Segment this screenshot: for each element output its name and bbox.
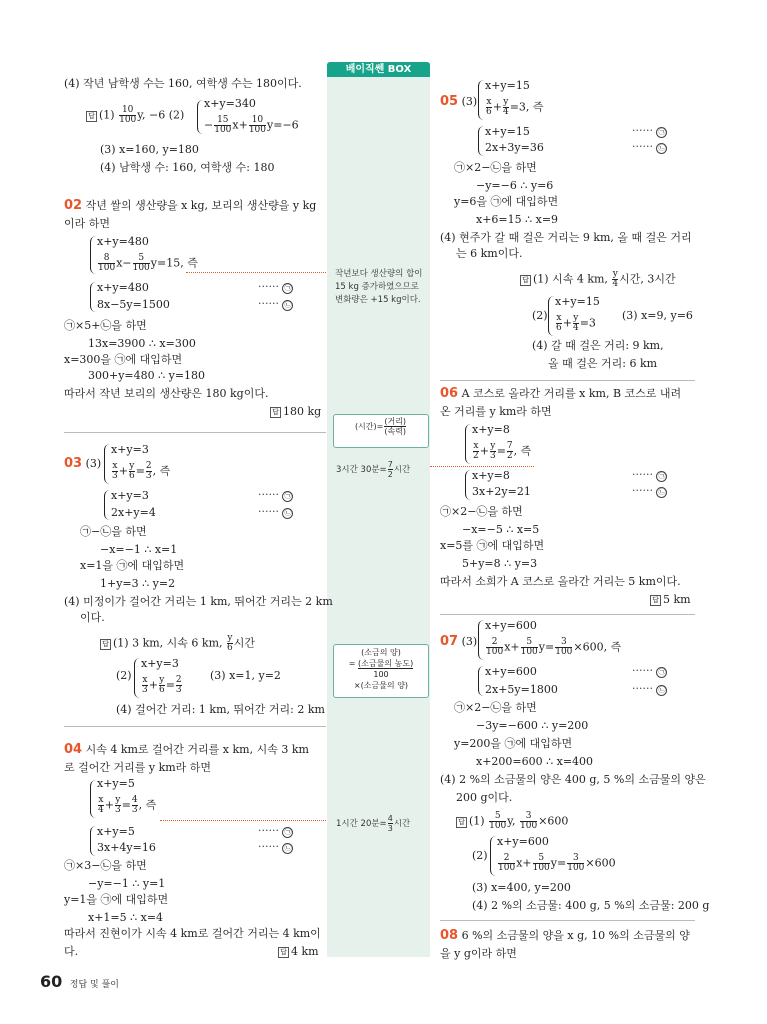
divider xyxy=(64,432,326,433)
text-line: (4) 2 %의 소금물: 400 g, 5 %의 소금물: 200 g xyxy=(472,899,710,912)
brace xyxy=(104,444,110,484)
problem-number: 06 xyxy=(440,386,459,401)
text-line: 이라 하면 xyxy=(64,217,111,230)
text-line: (4) 걸어간 거리: 1 km, 뛰어간 거리: 2 km xyxy=(116,703,325,716)
text-line: x=5를 ㉠에 대입하면 xyxy=(440,539,545,552)
text-line: ㉠×2−㉡을 하면 xyxy=(454,701,537,714)
answer-icon: 답 xyxy=(456,817,467,828)
text-line: −3y=−600 ∴ y=200 xyxy=(476,719,589,732)
footer-label: 정답 및 풀이 xyxy=(69,980,119,990)
answer-line: 답 4 km xyxy=(278,944,319,960)
brace xyxy=(548,296,554,336)
circled-mark: ㉠ xyxy=(658,668,666,676)
text-line: (3) x=160, y=180 xyxy=(100,143,199,156)
text-line: x=1을 ㉠에 대입하면 xyxy=(80,559,185,572)
problem-number: 03 xyxy=(64,456,83,471)
brace xyxy=(104,490,110,520)
formula-box-speed: (시간)= $\frac{\text{(거리)}}{\text{(속력)}}$ xyxy=(333,414,429,448)
equation: x+y=600 xyxy=(497,835,549,848)
answer-icon: 답 xyxy=(520,275,531,286)
equation: x+y=5 xyxy=(97,777,135,790)
text-line: 온 거리를 y km라 하면 xyxy=(440,405,552,418)
equation: $\frac{2}{100}$ x+ $\frac{5}{100}$ y= $\frac{3}{100}$ ×600, 즉 xyxy=(486,637,622,657)
text-line: 13x=3900 ∴ x=300 xyxy=(88,337,196,350)
brace xyxy=(90,826,96,856)
text-line: 따라서 소희가 A 코스로 올라간 거리는 5 km이다. xyxy=(440,575,681,588)
text-line: 1+y=3 ∴ y=2 xyxy=(100,577,176,590)
text-line: −x=−1 ∴ x=1 xyxy=(100,543,178,556)
brace xyxy=(478,666,484,696)
brace xyxy=(197,100,203,134)
brace xyxy=(478,126,484,156)
answer-icon: 답 xyxy=(278,947,289,958)
equation: $\frac{x}{6}$ + $\frac{y}{4}$ =3 xyxy=(556,313,596,333)
page-footer xyxy=(40,972,119,991)
equation: x+y=3 xyxy=(111,489,149,502)
problem-06-header: 06 A 코스로 올라간 거리를 x km, B 코스로 내려 xyxy=(440,386,682,401)
problem-03-header: 03 (3) xyxy=(64,456,102,471)
divider xyxy=(440,920,695,921)
text-line: (4) 작년 남학생 수는 160, 여학생 수는 180이다. xyxy=(64,77,302,90)
text-line: x=300을 ㉠에 대입하면 xyxy=(64,353,183,366)
equation: x+y=480 xyxy=(97,281,149,294)
text-line: 을 y g이라 하면 xyxy=(440,947,517,960)
brace xyxy=(478,620,484,660)
equation: x+y=15 xyxy=(555,295,600,308)
circled-mark: ㉡ xyxy=(284,509,292,517)
answer-icon: 답 xyxy=(650,595,661,606)
side-note: 1시간 20분= $\frac{4}{3}$ 시간 xyxy=(336,814,411,833)
text-line: (2) xyxy=(532,309,548,322)
text-line: (4) 2 %의 소금물의 양은 400 g, 5 %의 소금물의 양은 xyxy=(440,773,706,786)
text-line: 이다. xyxy=(80,611,105,624)
equation: x+y=480 xyxy=(97,235,149,248)
brace xyxy=(134,658,140,698)
divider xyxy=(440,380,695,381)
equation: $\frac{8}{100}$ x− $\frac{5}{100}$ y=15, 즉 xyxy=(98,253,198,273)
brace xyxy=(490,836,496,876)
text-line: ㉠×2−㉡을 하면 xyxy=(454,161,537,174)
leader-line xyxy=(430,466,534,467)
circled-mark: ㉡ xyxy=(658,144,666,152)
answer-line: 답 (1) 시속 4 km, $\frac{y}{4}$ 시간, 3시간 xyxy=(520,270,676,289)
brace xyxy=(90,780,96,818)
equation: 2x+y=4 xyxy=(111,506,156,519)
text-line: (3) x=400, y=200 xyxy=(472,881,571,894)
equation: − $\frac{15}{100}$ x+ $\frac{10}{100}$ y=−6 xyxy=(204,115,299,135)
answer-icon: 답 xyxy=(100,639,111,650)
equation: x+y=15 xyxy=(485,125,530,138)
text-line: x+200=600 ∴ x=400 xyxy=(476,755,594,768)
text-line: 따라서 작년 보리의 생산량은 180 kg이다. xyxy=(64,387,269,400)
problem-number: 02 xyxy=(64,198,83,213)
text-line: (2) xyxy=(472,849,488,862)
text-line: −x=−5 ∴ x=5 xyxy=(462,523,540,536)
divider xyxy=(64,726,326,727)
text-line: 올 때 걸은 거리: 6 km xyxy=(548,357,658,370)
side-note: 작년보다 생산량의 합이 15 kg 증가하였으므로 변화량은 +15 kg이다. xyxy=(335,269,423,305)
text-line: −y=−1 ∴ y=1 xyxy=(88,877,166,890)
page-number: 60 xyxy=(40,972,63,991)
equation: 2x+3y=36 xyxy=(485,141,544,154)
text-line: (3) x=9, y=6 xyxy=(622,309,693,322)
problem-05-header: 05 (3) xyxy=(440,94,478,109)
circled-mark: ㉡ xyxy=(658,686,666,694)
text-line: ㉠×3−㉡을 하면 xyxy=(64,859,147,872)
equation: 3x+4y=16 xyxy=(97,841,156,854)
equation: x+y=5 xyxy=(97,825,135,838)
problem-number: 05 xyxy=(440,94,459,109)
brace xyxy=(465,470,471,500)
text-line: 는 6 km이다. xyxy=(456,247,523,260)
text-line: ㉠×2−㉡을 하면 xyxy=(440,505,523,518)
text-line: 200 g이다. xyxy=(456,791,513,804)
equation: x+y=600 xyxy=(485,619,537,632)
equation: $\frac{x}{3}$ + $\frac{y}{6}$ = $\frac{2}{3}$ , 즉 xyxy=(112,461,171,481)
leader-line xyxy=(186,272,326,273)
circled-mark: ㉠ xyxy=(658,472,666,480)
answer-line: 답 5 km xyxy=(650,592,691,608)
side-note: 3시간 30분= $\frac{7}{2}$ 시간 xyxy=(336,460,411,479)
brace xyxy=(90,236,96,274)
answer-icon: 답 xyxy=(86,111,97,122)
text-line: (4) 현주가 갈 때 걸은 거리는 9 km, 올 때 걸은 거리 xyxy=(440,231,692,244)
equation: $\frac{x}{2}$ + $\frac{y}{3}$ = $\frac{7}{2}$ , 즉 xyxy=(473,441,532,461)
text-line: 로 걸어간 거리를 y km라 하면 xyxy=(64,761,212,774)
equation: x+y=3 xyxy=(111,443,149,456)
brace xyxy=(90,282,96,312)
text-line: y=200을 ㉠에 대입하면 xyxy=(454,737,573,750)
answer-line: 답 (1) $\frac{5}{100}$ y, $\frac{3}{100}$ ×600 xyxy=(456,812,568,831)
text-line: 따라서 진현이가 시속 4 km로 걸어간 거리는 4 km이 xyxy=(64,927,321,940)
equation: x+y=15 xyxy=(485,79,530,92)
equation: x+y=600 xyxy=(485,665,537,678)
circled-mark: ㉠ xyxy=(658,128,666,136)
problem-04-header: 04 시속 4 km로 걸어간 거리를 x km, 시속 3 km xyxy=(64,742,309,757)
brace xyxy=(465,424,471,464)
brace xyxy=(478,80,484,120)
equation: x+y=340 xyxy=(204,97,256,110)
text-line: 5+y=8 ∴ y=3 xyxy=(462,557,538,570)
equation: 3x+2y=21 xyxy=(472,485,531,498)
answer-line: 답 180 kg xyxy=(270,404,321,420)
text-line: x+6=15 ∴ x=9 xyxy=(476,213,559,226)
equation: $\frac{x}{6}$ + $\frac{y}{4}$ =3, 즉 xyxy=(486,97,544,117)
answer-line: 답 (1) 3 km, 시속 6 km, $\frac{y}{6}$ 시간 xyxy=(100,634,255,653)
problem-07-header: 07 (3) xyxy=(440,634,478,649)
text-line: 다. xyxy=(64,945,79,958)
leader-line xyxy=(160,820,326,821)
text-line: (4) 미정이가 걸어간 거리는 1 km, 뛰어간 거리는 2 km xyxy=(64,595,333,608)
equation: $\frac{2}{100}$ x+ $\frac{5}{100}$ y= $\frac{3}{100}$ ×600 xyxy=(498,853,616,873)
equation: x+y=8 xyxy=(472,469,510,482)
problem-number: 04 xyxy=(64,742,83,757)
text-line: (2) xyxy=(116,669,132,682)
text-line: (4) 갈 때 걸은 거리: 9 km, xyxy=(532,339,664,352)
circled-mark: ㉡ xyxy=(284,301,292,309)
text-line: −y=−6 ∴ y=6 xyxy=(476,179,554,192)
text-line: y=6을 ㉠에 대입하면 xyxy=(454,195,559,208)
circled-mark: ㉡ xyxy=(284,844,292,852)
circled-mark: ㉠ xyxy=(284,828,292,836)
equation: x+y=3 xyxy=(141,657,179,670)
circled-mark: ㉠ xyxy=(284,284,292,292)
text-line: 300+y=480 ∴ y=180 xyxy=(88,369,206,382)
text-line: x+1=5 ∴ x=4 xyxy=(88,911,164,924)
text-line: ㉠×5+㉡을 하면 xyxy=(64,319,147,332)
problem-number: 08 xyxy=(440,928,459,943)
problem-number: 07 xyxy=(440,634,459,649)
answer-line: 답 (1) $\frac{10}{100}$ y, −6 (2) xyxy=(86,106,184,125)
equation: 2x+5y=1800 xyxy=(485,683,558,696)
text-line: y=1을 ㉠에 대입하면 xyxy=(64,893,169,906)
problem-08-header: 08 6 %의 소금물의 양을 x g, 10 %의 소금물의 양 xyxy=(440,928,690,943)
text-line: (3) x=1, y=2 xyxy=(210,669,281,682)
equation: x+y=8 xyxy=(472,423,510,436)
equation: $\frac{x}{3}$ + $\frac{y}{6}$ = $\frac{2}{3}$ xyxy=(142,675,182,695)
text-line: ㉠−㉡을 하면 xyxy=(80,525,147,538)
circled-mark: ㉠ xyxy=(284,492,292,500)
formula-box-salt: (소금의 양) = (소금물의 농도) 100 ×(소금물의 양) xyxy=(333,644,429,698)
answer-icon: 답 xyxy=(270,407,281,418)
box-title: 베이직쎈 BOX xyxy=(327,62,430,77)
equation: $\frac{x}{4}$ + $\frac{y}{3}$ = $\frac{4}{3}$ , 즉 xyxy=(98,795,157,815)
text-line: (4) 남학생 수: 160, 여학생 수: 180 xyxy=(100,161,275,174)
divider xyxy=(440,614,695,615)
problem-02-header: 02 작년 쌀의 생산량을 x kg, 보리의 생산량을 y kg xyxy=(64,198,317,213)
circled-mark: ㉡ xyxy=(658,488,666,496)
equation: 8x−5y=1500 xyxy=(97,298,170,311)
